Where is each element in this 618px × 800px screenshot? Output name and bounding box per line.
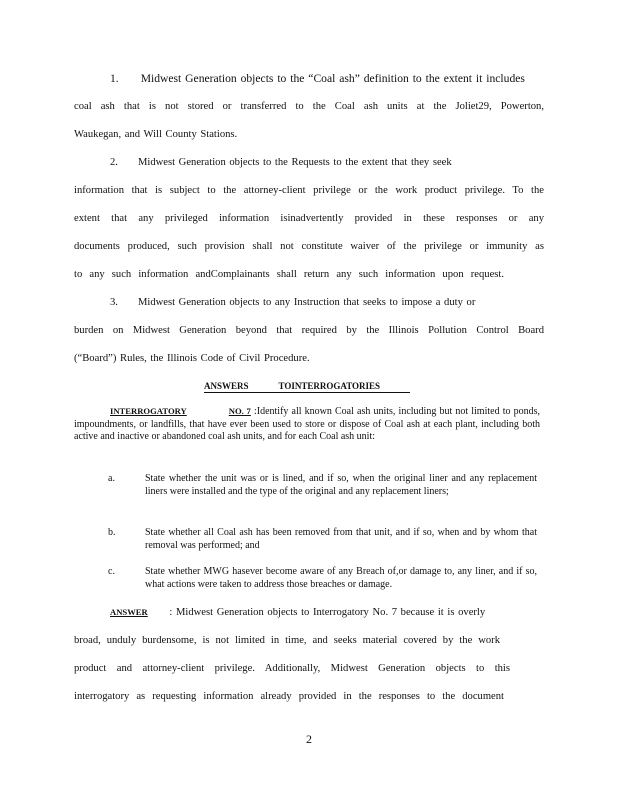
answer-line-1: ANSWER : Midwest Generation objects to Interrogatory No. 7 because it is overly [110, 607, 486, 618]
objection-2-line-3: extent that any privileged information isinadvertently provided in these responses or any [74, 213, 544, 224]
subitem-text: State whether all Coal ash has been removed from that unit, and if so, when and by whom that removal was performed; and [145, 527, 537, 551]
subitem-marker: b. [108, 527, 116, 538]
objection-3-line-1: 3. Midwest Generation objects to any Instruction that seeks to impose a duty or [110, 297, 476, 308]
objection-2-line-2: information that is subject to the attorney-client privilege or the work product privilege. To the [74, 185, 544, 196]
subitem-marker: a. [108, 473, 115, 484]
objection-1-number: 1. [110, 72, 119, 85]
objection-2-line-4: documents produced, such provision shall not constitute waiver of the privilege or immunity as [74, 241, 544, 252]
answer-line-4: interrogatory as requesting information already provided in the responses to the document [74, 691, 504, 702]
objection-3-line-3: (“Board”) Rules, the Illinois Code of Civil Procedure. [74, 353, 310, 364]
interrogatory-block [74, 405, 540, 444]
objection-2-line-1: 2. Midwest Generation objects to the Requests to the extent that they seek [110, 157, 452, 168]
page-number: 2 [306, 732, 312, 746]
interrogatory-label: INTERROGATORY [110, 406, 187, 416]
objection-1-line-1: 1. Midwest Generation objects to the “Coal ash” definition to the extent it includes [110, 72, 525, 85]
answer-label: ANSWER [110, 607, 148, 617]
interrogatory-number: NO. 7 [228, 406, 251, 416]
section-heading: ANSWERS TOINTERROGATORIES [204, 381, 410, 393]
objection-2-line-5: to any such information andComplainants shall return any such information upon request. [74, 269, 504, 280]
subitem-marker: c. [108, 566, 115, 577]
interrogatory-text: :Identify all known Coal ash units, including but not limited to ponds, impoundments, or landfills, that have ever been used to store or dispose of Coal ash at each plant, including both active and inactive or abandoned coal ash units, and for each Coal ash unit: [74, 406, 540, 443]
subitem-text: State whether the unit was or is lined, and if so, when the original liner and any replacement liners were installed and the type of the original and any replacement liners; [145, 473, 537, 497]
objection-3-number: 3. [110, 297, 118, 308]
objection-1-line-2: coal ash that is not stored or transferred to the Coal ash units at the Joliet29, Powerton, [74, 101, 544, 112]
subitem-text: State whether MWG hasever become aware of any Breach of,or damage to, any liner, and if so, what actions were taken to address those breaches or damage. [145, 566, 537, 590]
objection-3-line-2: burden on Midwest Generation beyond that required by the Illinois Pollution Control Board [74, 325, 544, 336]
objection-1-line-3: Waukegan, and Will County Stations. [74, 129, 238, 140]
answer-line-3: product and attorney-client privilege. Additionally, Midwest Generation objects to this [74, 663, 510, 674]
objection-2-number: 2. [110, 157, 118, 168]
answer-line-2: broad, unduly burdensome, is not limited in time, and seeks material covered by the work [74, 635, 500, 646]
